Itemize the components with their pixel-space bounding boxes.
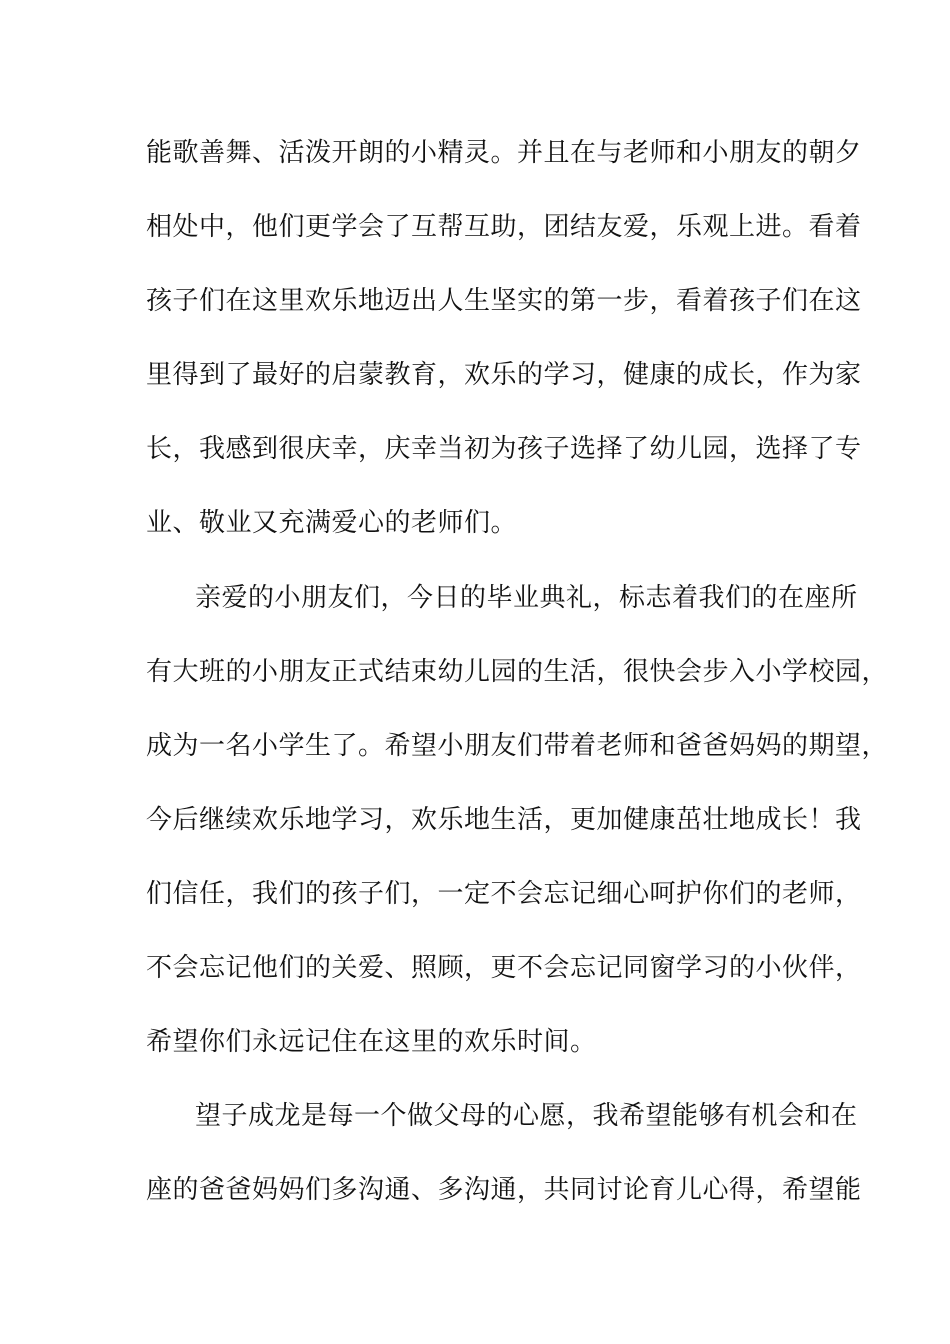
text-line: 有大班的小朋友正式结束幼儿园的生活，很快会步入小学校园， xyxy=(146,657,889,687)
paragraph-start-line: 望子成龙是每一个做父母的心愿，我希望能够有机会和在 xyxy=(195,1101,858,1131)
text-line: 长，我感到很庆幸，庆幸当初为孩子选择了幼儿园，选择了专 xyxy=(146,434,862,464)
text-line: 里得到了最好的启蒙教育，欢乐的学习，健康的成长，作为家 xyxy=(146,360,862,390)
text-line: 今后继续欢乐地学习，欢乐地生活，更加健康茁壮地成长！我 xyxy=(146,805,862,835)
text-line: 希望你们永远记住在这里的欢乐时间。 xyxy=(146,1027,597,1057)
text-line: 业、敬业又充满爱心的老师们。 xyxy=(146,508,518,538)
text-line: 座的爸爸妈妈们多沟通、多沟通，共同讨论育儿心得，希望能 xyxy=(146,1175,862,1205)
paragraph-start-line: 亲爱的小朋友们，今日的毕业典礼，标志着我们的在座所 xyxy=(195,583,858,613)
text-line: 能歌善舞、活泼开朗的小精灵。并且在与老师和小朋友的朝夕 xyxy=(146,138,862,168)
text-line: 相处中，他们更学会了互帮互助，团结友爱，乐观上进。看着 xyxy=(146,212,862,242)
text-line: 成为一名小学生了。希望小朋友们带着老师和爸爸妈妈的期望， xyxy=(146,731,889,761)
text-line: 不会忘记他们的关爱、照顾，更不会忘记同窗学习的小伙伴， xyxy=(146,953,862,983)
text-line: 孩子们在这里欢乐地迈出人生坚实的第一步，看着孩子们在这 xyxy=(146,286,862,316)
text-line: 们信任，我们的孩子们，一定不会忘记细心呵护你们的老师， xyxy=(146,879,862,909)
